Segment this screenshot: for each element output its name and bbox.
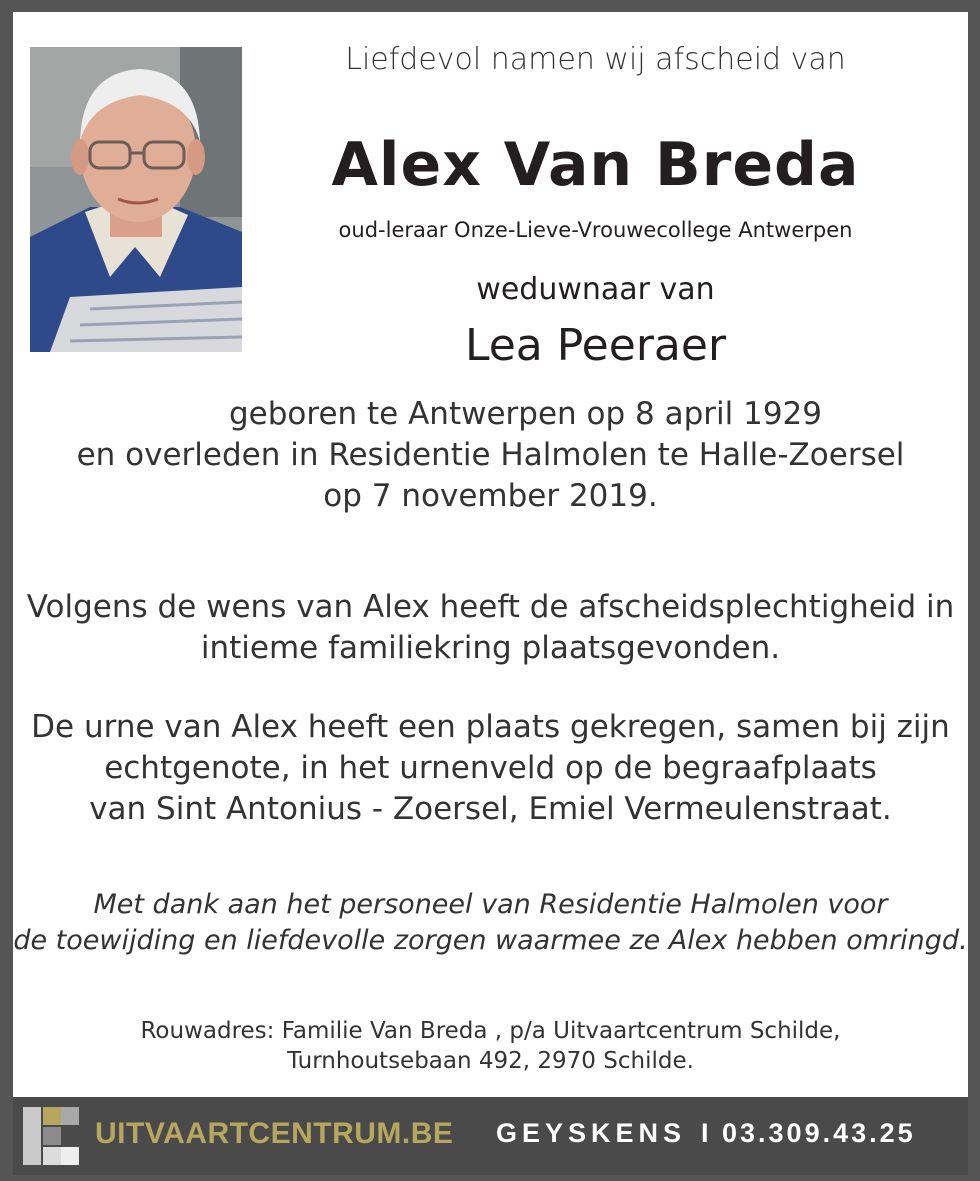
footer-separator: I	[701, 1118, 709, 1148]
thanks-line-1: Met dank aan het personeel van Residentie Halmolen voor	[93, 889, 888, 920]
footer-bar	[13, 1097, 968, 1175]
address-line-2: Turnhoutsebaan 492, 2970 Schilde.	[287, 1048, 694, 1074]
thanks-line-2: de toewijding en liefdevolle zorgen waarmee ze Alex hebben omringd.	[13, 925, 968, 956]
death-line: en overleden in Residentie Halmolen te Halle-Zoersel	[76, 437, 905, 473]
ceremony-line-1: Volgens de wens van Alex heeft de afscheidsplechtigheid in	[26, 589, 955, 625]
death-date-line: op 7 november 2019.	[323, 478, 658, 514]
brand-link[interactable]: UITVAARTCENTRUM.BE	[95, 1117, 454, 1150]
urn-line-2: echtgenote, in het urnenveld op de begraafplaats	[104, 750, 877, 786]
uitvaartcentrum-logo-icon	[23, 1107, 81, 1165]
urn-line-3: van Sint Antonius - Zoersel, Emiel Vermeulenstraat.	[89, 791, 892, 827]
intro-text: Liefdevol namen wij afscheid van	[345, 42, 846, 77]
obituary-card	[13, 12, 968, 1097]
deceased-name: Alex Van Breda	[331, 130, 860, 200]
urn-line-1: De urne van Alex heeft een plaats gekregen, samen bij zijn	[31, 709, 950, 745]
address-line-1: Rouwadres: Familie Van Breda , p/a Uitvaartcentrum Schilde,	[140, 1018, 841, 1044]
ceremony-line-2: intieme familiekring plaatsgevonden.	[200, 630, 781, 666]
spouse-name: Lea Peeraer	[464, 320, 727, 371]
occupation-text: oud-leraar Onze-Lieve-Vrouwecollege Antwerpen	[338, 218, 853, 242]
portrait-photo	[30, 47, 242, 352]
widower-label: weduwnaar van	[476, 272, 715, 307]
birth-line: geboren te Antwerpen op 8 april 1929	[228, 396, 822, 432]
phone-number[interactable]: 03.309.43.25	[722, 1118, 916, 1148]
company-name: GEYSKENS	[496, 1118, 687, 1148]
